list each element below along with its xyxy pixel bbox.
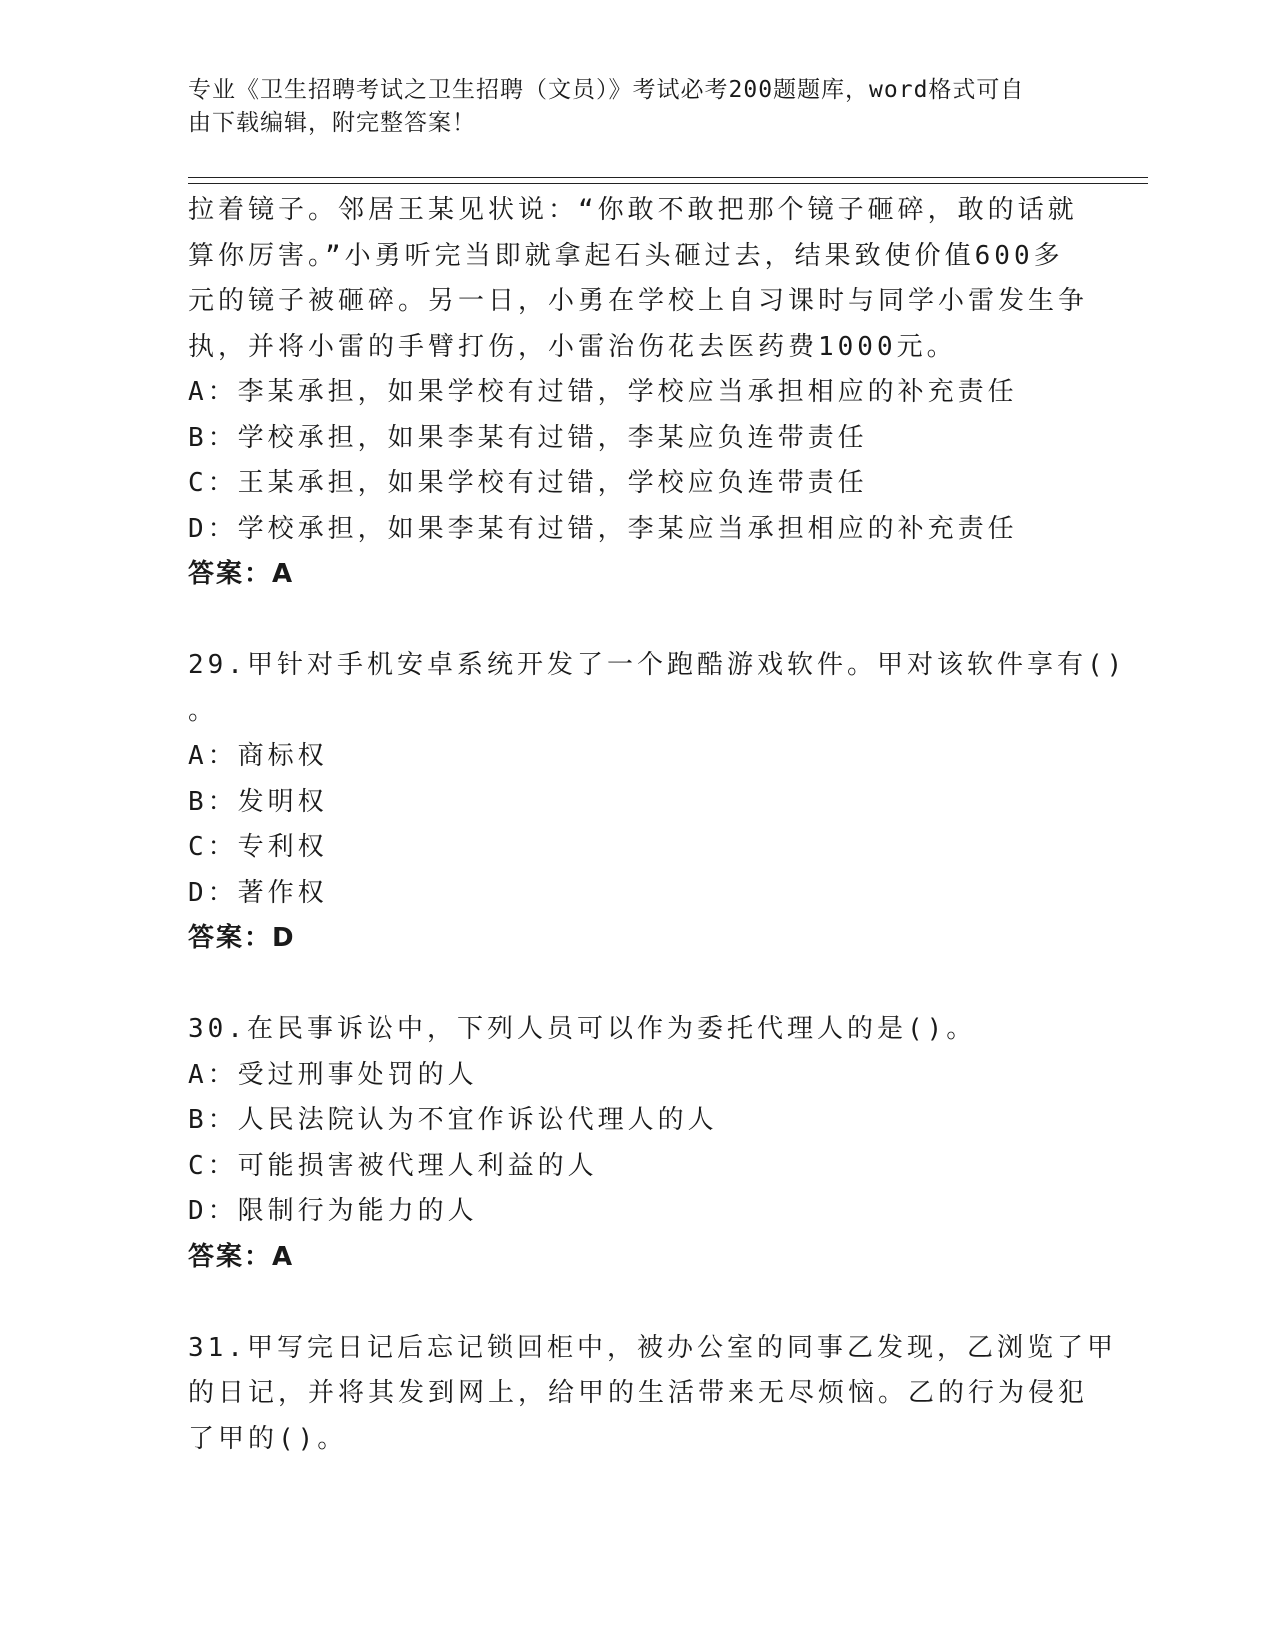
document-body (188, 188, 1127, 1462)
question-stem-line: 执，并将小雷的手臂打伤，小雷治伤花去医药费1000元。 (188, 331, 957, 362)
question-28 (188, 188, 1088, 598)
header-title-line-2: 由下载编辑，附完整答案！ (188, 110, 476, 136)
answer-line: 答案：D (188, 923, 296, 953)
question-stem-line: 元的镜子被砸碎。另一日，小勇在学校上自习课时与同学小雷发生争 (188, 286, 1089, 316)
question-stem-line: 拉着镜子。邻居王某见状说：“你敢不敢把那个镜子砸碎，敢的话就 (188, 195, 1078, 225)
header-rule-top (188, 177, 1148, 178)
option-c: C：王某承担，如果学校有过错，学校应负连带责任 (188, 468, 868, 498)
option-d: D：学校承担，如果李某有过错，李某应当承担相应的补充责任 (188, 513, 1018, 544)
option-c: C：可能损害被代理人利益的人 (188, 1150, 598, 1181)
answer-line: 答案：A (188, 559, 295, 589)
option-b: B：人民法院认为不宜作诉讼代理人的人 (188, 1105, 718, 1135)
option-a: A：商标权 (188, 741, 328, 771)
question-stem-line: 算你厉害。”小勇听完当即就拿起石头砸过去，结果致使价值600多 (188, 240, 1064, 271)
question-stem-line: 30.在民事诉讼中，下列人员可以作为委托代理人的是()。 (188, 1014, 977, 1044)
header-title-line-1: 专业《卫生招聘考试之卫生招聘（文员）》考试必考200题题库，word格式可自 (188, 77, 1025, 103)
question-30 (188, 1007, 1088, 1280)
question-stem-line: 。 (188, 695, 219, 726)
option-b: B：学校承担，如果李某有过错，李某应负连带责任 (188, 422, 868, 453)
question-29 (188, 643, 1127, 962)
question-stem-line: 31.甲写完日记后忘记锁回柜中，被办公室的同事乙发现，乙浏览了甲 (188, 1332, 1117, 1363)
spacer (188, 962, 1088, 1008)
option-d: D：限制行为能力的人 (188, 1196, 478, 1226)
option-d: D：著作权 (188, 877, 328, 908)
option-a: A：李某承担，如果学校有过错，学校应当承担相应的补充责任 (188, 377, 1018, 407)
question-stem-line: 的日记，并将其发到网上，给甲的生活带来无尽烦恼。乙的行为侵犯 (188, 1378, 1089, 1408)
spacer (188, 1280, 1088, 1326)
spacer (188, 598, 1088, 644)
option-a: A：受过刑事处罚的人 (188, 1059, 478, 1090)
option-b: B：发明权 (188, 786, 328, 817)
question-stem-line: 29.甲针对手机安卓系统开发了一个跑酷游戏软件。甲对该软件享有() (188, 650, 1127, 680)
question-31 (188, 1326, 1117, 1463)
option-c: C：专利权 (188, 832, 328, 862)
question-stem-line: 了甲的()。 (188, 1423, 348, 1454)
answer-line: 答案：A (188, 1241, 295, 1272)
document-header (188, 74, 1068, 140)
header-rule-bottom (188, 183, 1148, 184)
